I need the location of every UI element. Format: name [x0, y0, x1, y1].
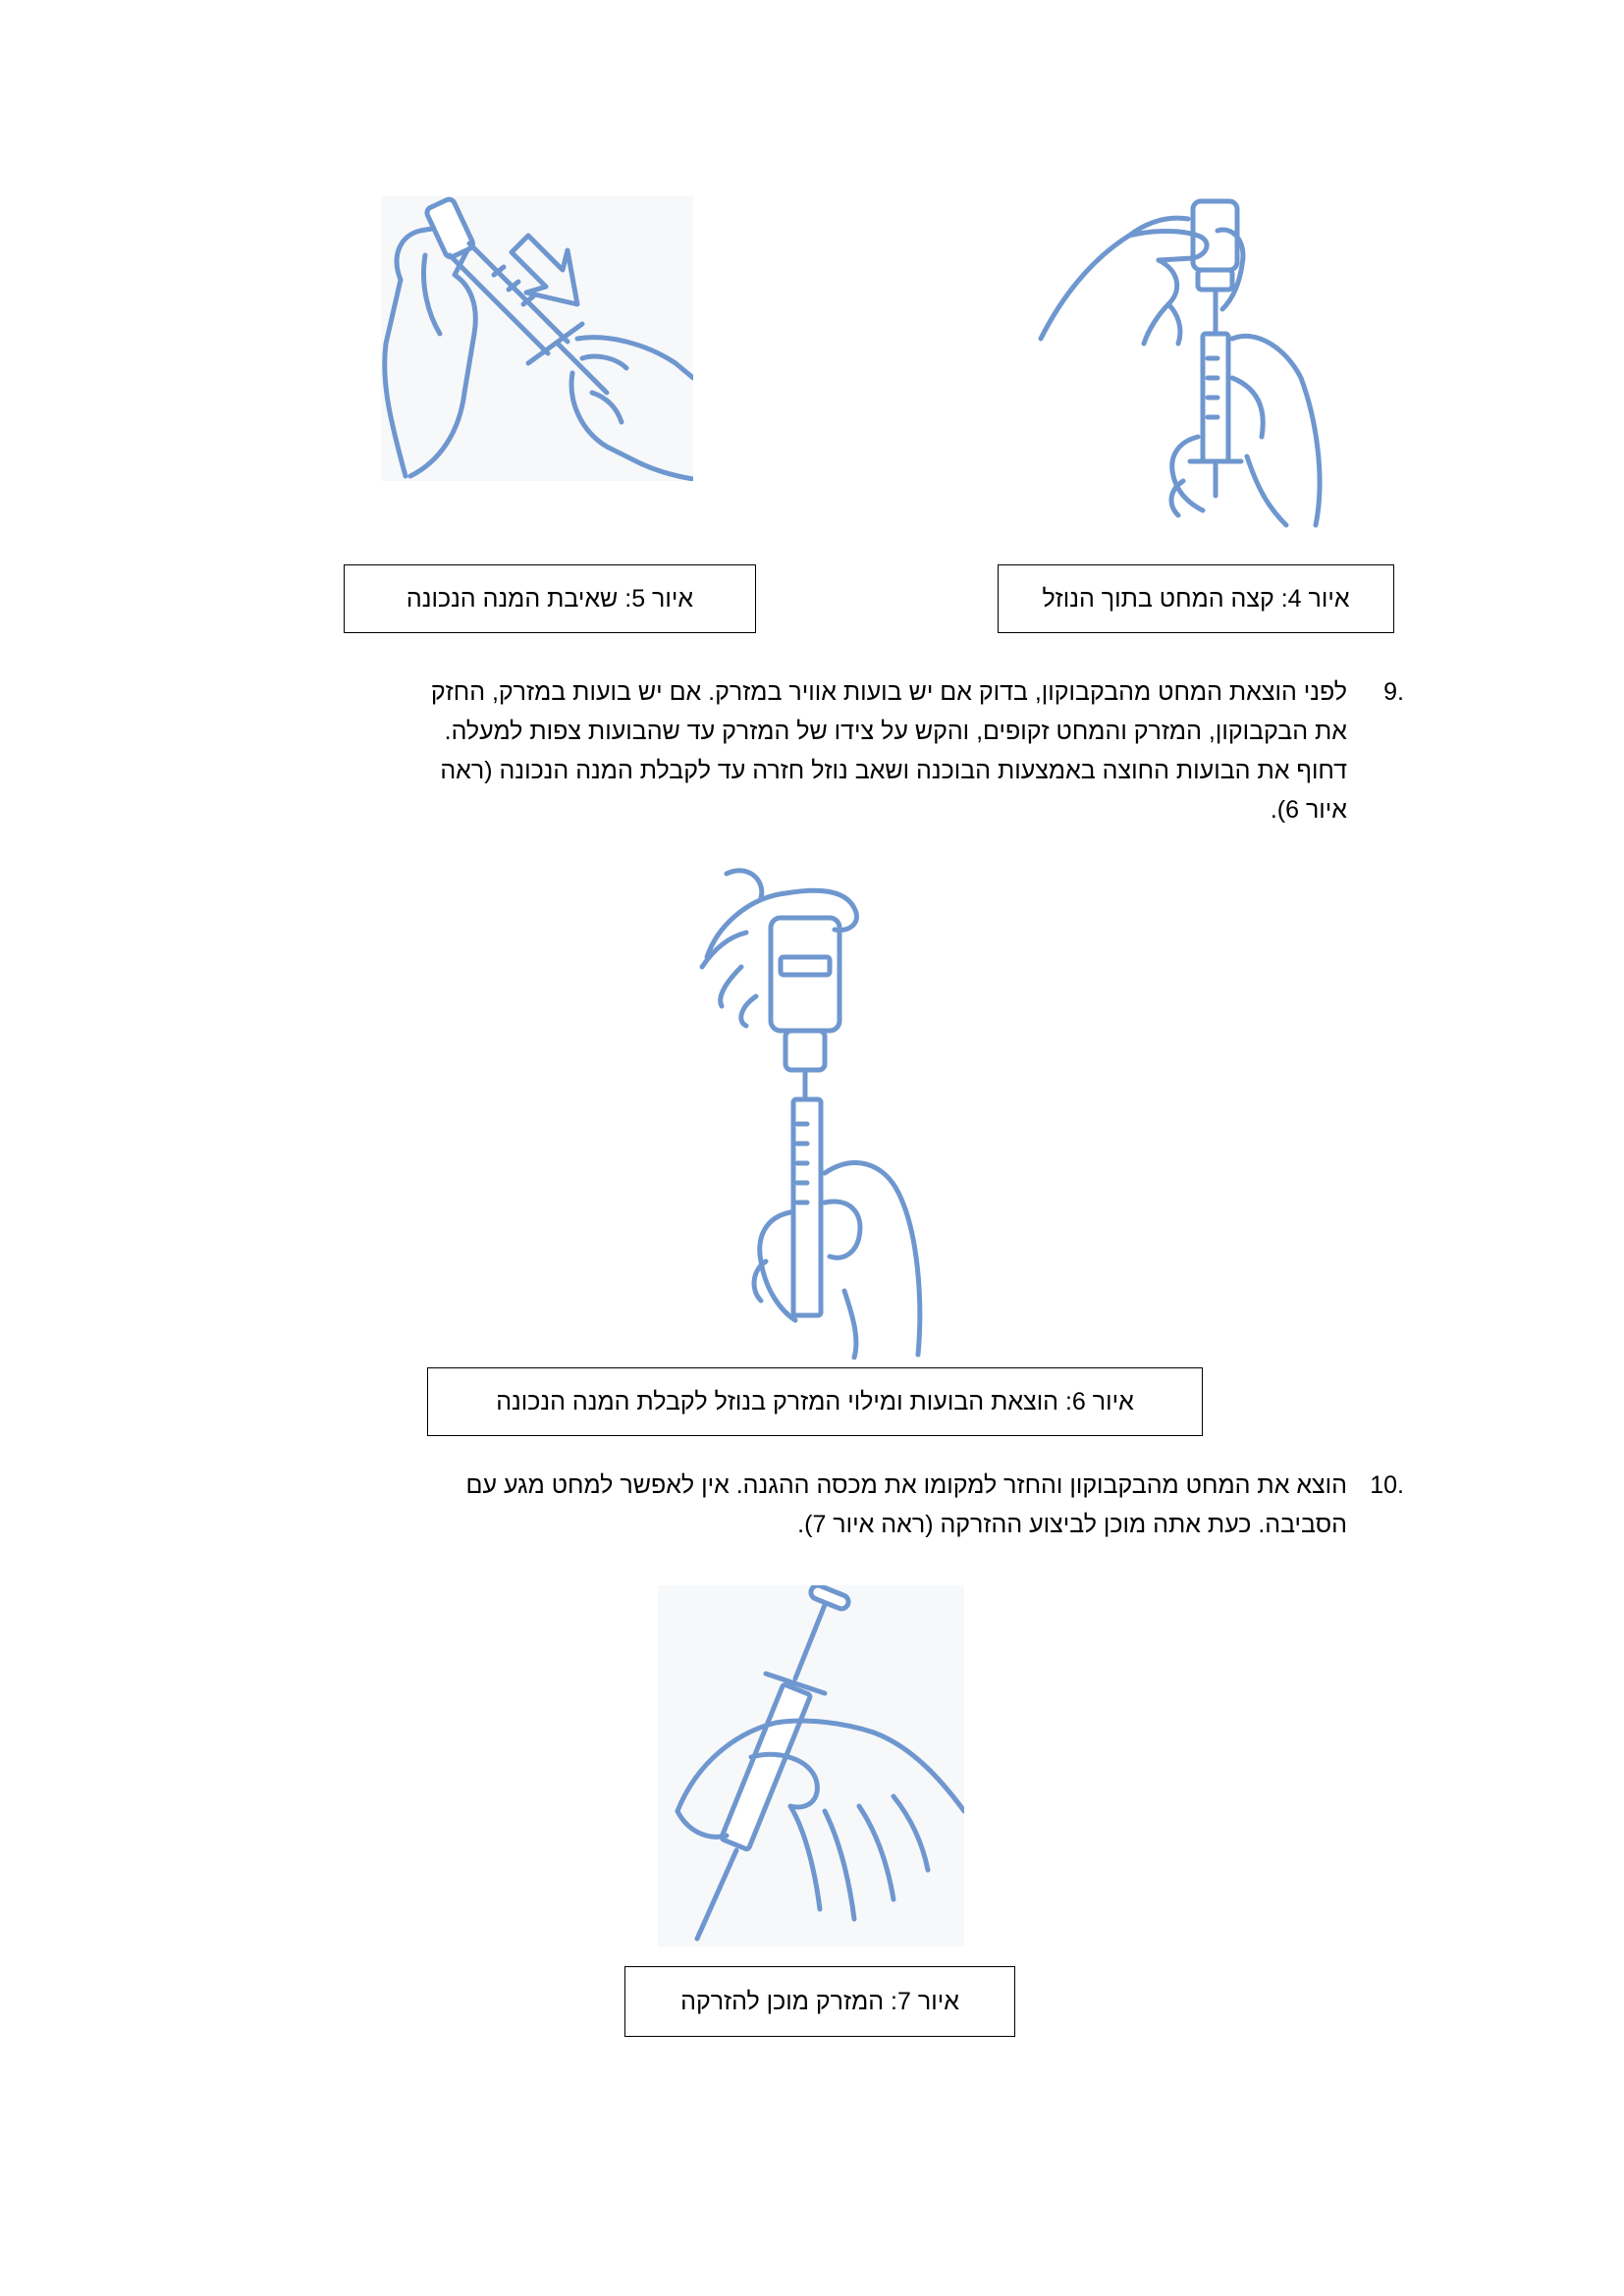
- figure-6-caption: איור 6: הוצאת הבועות ומילוי המזרק בנוזל לקבלת המנה הנכונה: [427, 1367, 1203, 1436]
- figure-5-caption: איור 5: שאיבת המנה הנכונה: [344, 564, 756, 633]
- step-10-line-1: הוצא את המחט מהבקבוקון והחזר למקומו את מכסה ההגנה. אין לאפשר למחט מגע עם: [465, 1471, 1347, 1499]
- step-9-line-1: לפני הוצאת המחט מהבקבוקון, בדוק אם יש בועות אוויר במזרק. אם יש בועות במזרק, החזק: [430, 678, 1347, 706]
- step-10-number: .10: [1370, 1471, 1404, 1499]
- upright-vial-syringe-icon: [687, 859, 943, 1360]
- drawing-dose-icon: [381, 196, 693, 481]
- step-9-line-2: את הבקבוקון, המזרק והמחט זקופים, והקש על צידו של המזרק עד שהבועות צפות למעלה.: [444, 718, 1347, 745]
- step-10: [285, 1466, 1404, 1544]
- figure-6-illustration: [687, 859, 943, 1360]
- figure-4-illustration: [1021, 191, 1345, 530]
- step-9-line-4: איור 6).: [1270, 796, 1347, 824]
- figure-4-caption: איור 4: קצה המחט בתוך הנוזל: [998, 564, 1394, 633]
- step-10-line-2: הסביבה. כעת אתה מוכן לביצוע ההזרקה (ראה איור 7).: [797, 1511, 1347, 1538]
- figure-5-illustration: [381, 196, 693, 481]
- step-9-line-3: דחוף את הבועות החוצה באמצעות הבוכנה ושאב נוזל חזרה עד לקבלת המנה הנכונה (ראה: [440, 757, 1347, 784]
- ready-syringe-icon: [658, 1585, 964, 1947]
- step-9: [285, 672, 1404, 829]
- figure-7-illustration: [658, 1585, 964, 1947]
- figure-7-caption: איור 7: המזרק מוכן להזרקה: [624, 1966, 1015, 2037]
- vial-with-needle-icon: [1021, 191, 1345, 530]
- step-9-number: .9: [1383, 678, 1404, 706]
